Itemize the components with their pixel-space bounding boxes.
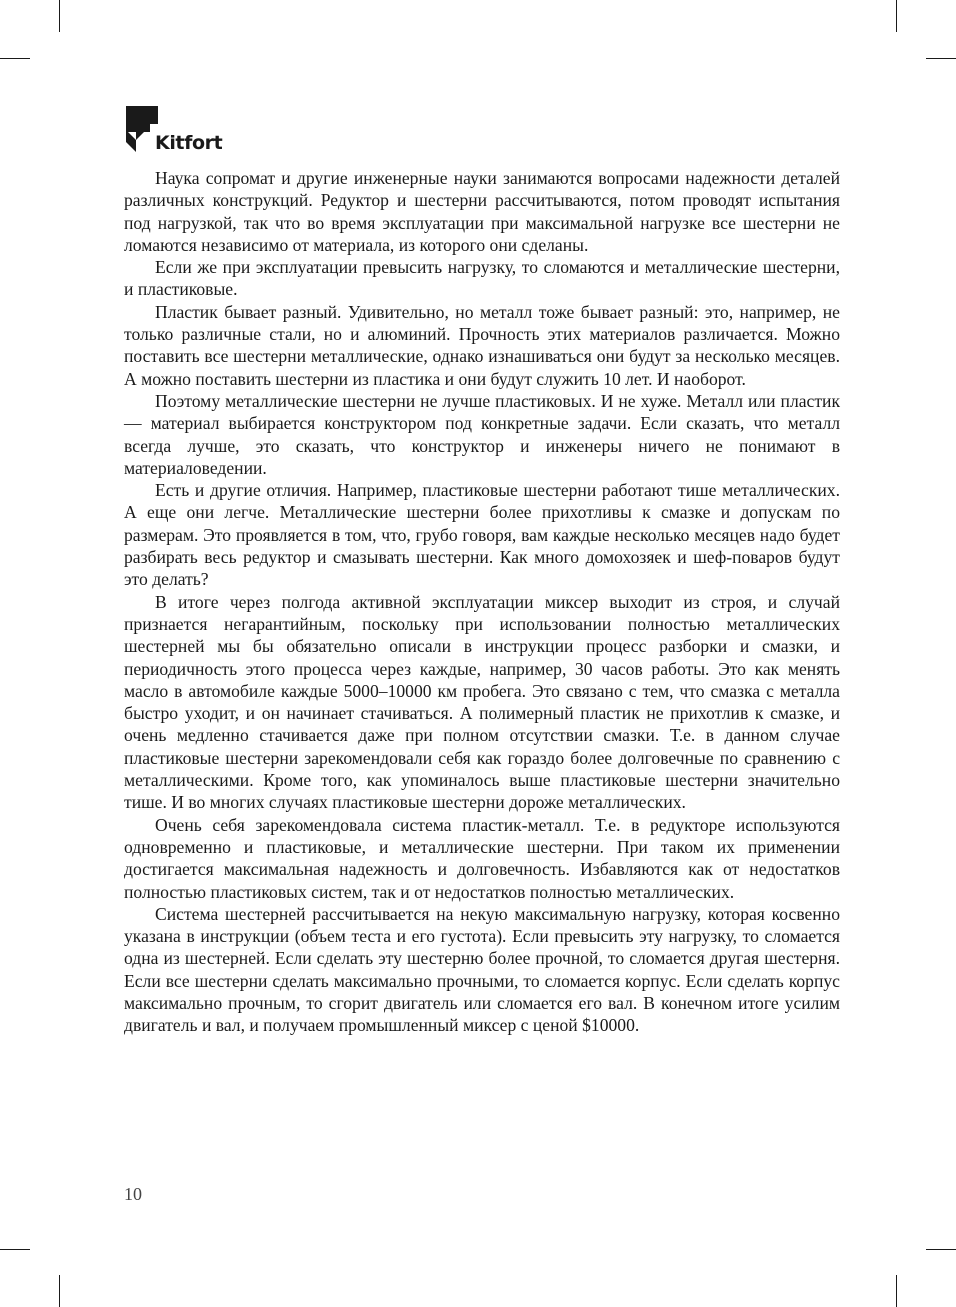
paragraph: Система шестерней рассчитывается на некую максимальную нагрузку, которая косвенно указана в инструкции (объем теста и его густота). Если превысить эту нагрузку, то сломается одна из шестерней. Если сделать эту шестерню более прочной, то сломается другая шестерня. Если все шестерни сделать максимально прочными, то сломается корпус. Если сделать корпус максимально прочным, то сгорит двигатель или сломается его вал. В конечном итоге усилим двигатель и вал, и получаем промышленный миксер с ценой $10000. [124,903,840,1036]
paragraph: Наука сопромат и другие инженерные науки занимаются вопросами надежности деталей различных конструкций. Редуктор и шестерни рассчитываются, потом проводят испытания под нагрузкой, так что во время эксплуатации при максимальной нагрузке все шестерни не ломаются независимо от материала, из которого они сделаны. [124,168,840,255]
crop-mark-top-left-horizontal [0,58,30,59]
kitfort-logo [124,104,234,156]
crop-mark-bottom-left-horizontal [0,1249,30,1250]
brand-name: Kitfort [155,132,223,154]
crop-mark-top-right-horizontal [926,58,956,59]
crop-mark-bottom-left-vertical [59,1275,60,1307]
crop-mark-bottom-right-vertical [896,1275,897,1307]
paragraph: В итоге через полгода активной эксплуатации миксер выходит из строя, и случай признается негарантийным, поскольку при использовании полностью металлических шестерней мы бы обязательно описали в инструкции процесс разборки и смазки, и периодичность этого процесса через каждые, например, 30 часов работы. Это как менять масло в автомобиле каждые 5000–10000 км пробега. Это связано с тем, что смазка с металла быстро уходит, и он начинает стачиваться. А полимерный пластик не прихотлив к смазке, и очень медленно стачивается даже при полном отсутствии смазки. Т.е. в данном случае пластиковые шестерни зарекомендовали себя как гораздо более долговечные по сравнению с металлическими. Кроме того, как упоминалось выше пластиковые шестерни значительно тише. И во многих случаях пластиковые шестерни дороже металлических. [124,591,840,813]
paragraph: Есть и другие отличия. Например, пластиковые шестерни работают тише металлических. А еще они легче. Металлические шестерни более прихотливы к смазке и допускам по размерам. Это проявляется в том, что, грубо говоря, вам каждые несколько месяцев надо будет разбирать весь редуктор и смазывать шестерни. Как много домохозяек и шеф-поваров будут это делать? [124,480,840,590]
crop-mark-bottom-right-horizontal [926,1249,956,1250]
page-number: 10 [124,1184,142,1204]
crop-mark-top-right-vertical [896,0,897,32]
article-body [124,167,840,1037]
paragraph: Пластик бывает разный. Удивительно, но металл тоже бывает разный: это, например, не только различные стали, но и алюминий. Прочность этих материалов различается. Можно поставить все шестерни металлические, однако изнашиваться они будут за несколько месяцев. А можно поставить шестерни из пластика и они будут служить 10 лет. И наоборот. [124,301,840,389]
paragraph: Очень себя зарекомендовала система пластик-металл. Т.е. в редукторе используются одновременно и пластиковые, и металлические шестерни. При таком их применении достигается максимальная надежность и долговечность. Избавляются как от недостатков полностью пластиковых систем, так и от недостатков полностью металлических. [124,814,840,902]
paragraph: Поэтому металлические шестерни не лучше пластиковых. И не хуже. Металл или пластик — материал выбирается конструктором под конкретные задачи. Если сказать, что металл всегда лучше, это сказать, что конструктор и инженеры ничего не понимают в материаловедении. [124,390,840,478]
crop-mark-top-left-vertical [59,0,60,32]
paragraph: Если же при эксплуатации превысить нагрузку, то сломаются и металлические шестерни, и пластиковые. [124,257,840,300]
